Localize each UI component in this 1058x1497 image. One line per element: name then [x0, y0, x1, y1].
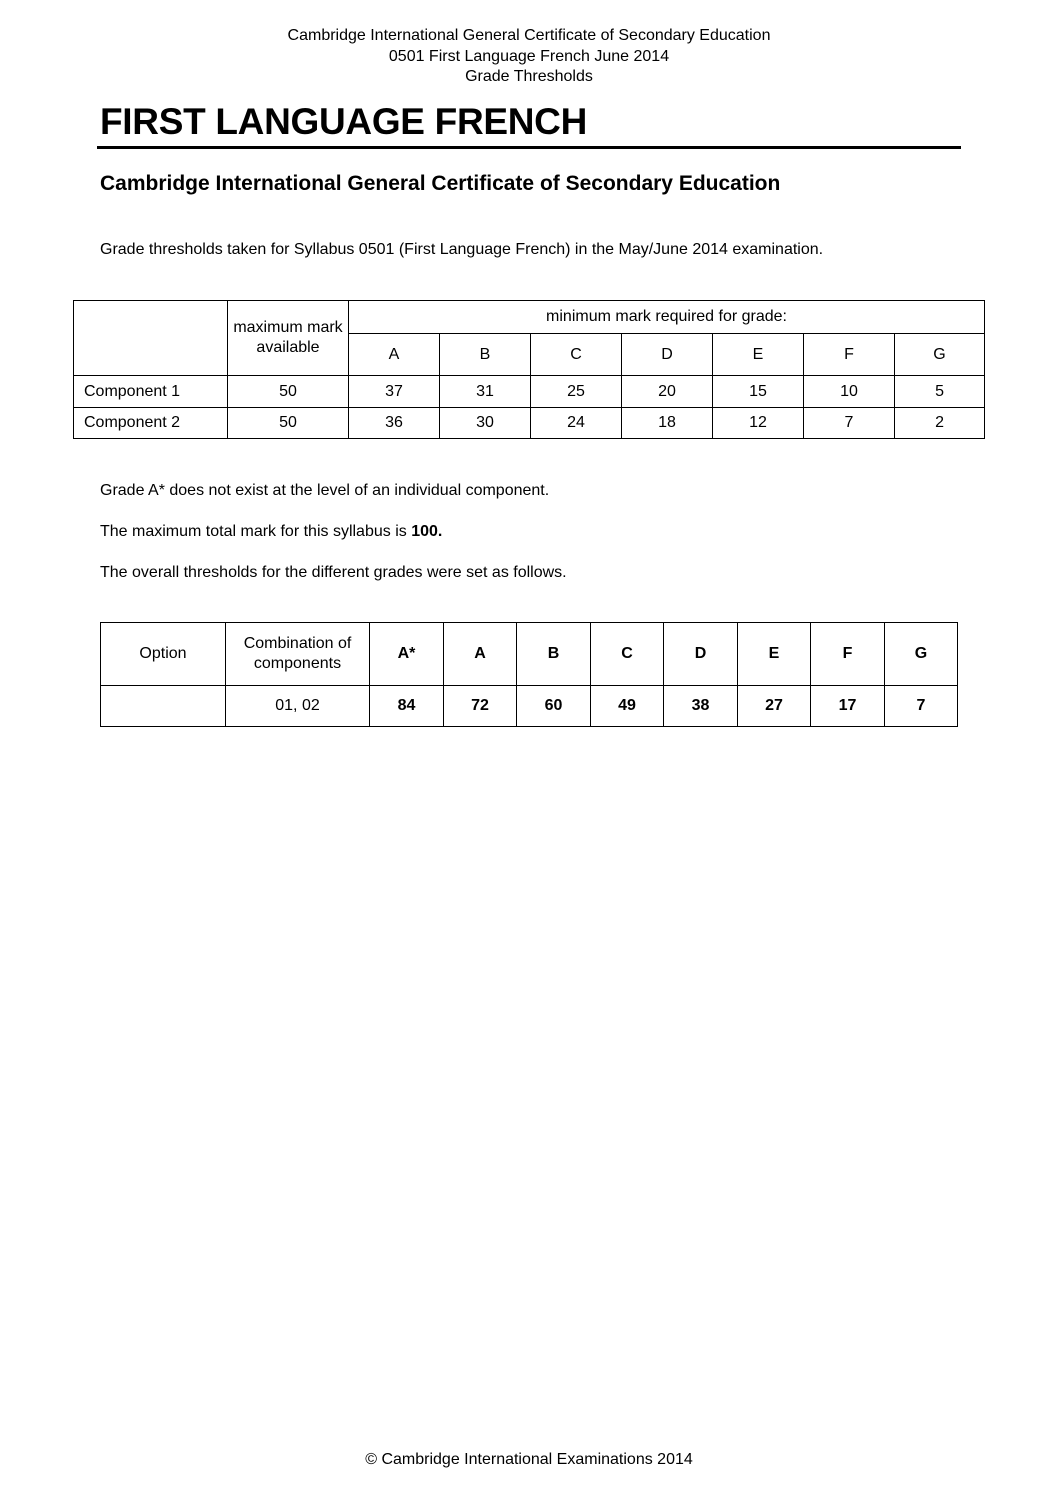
overall-table-header-row: [101, 623, 958, 686]
title-rule: [97, 146, 961, 149]
mark-cell: 20: [622, 376, 713, 408]
grade-header: A*: [370, 623, 444, 686]
empty-corner-cell: [74, 301, 228, 376]
mark-cell: 36: [349, 408, 440, 439]
grade-header: A: [444, 623, 517, 686]
max-total-note: [100, 523, 442, 541]
component-label: Component 1: [74, 376, 228, 408]
table-row: [101, 686, 958, 727]
running-header: [0, 26, 1058, 88]
mark-cell: 12: [713, 408, 804, 439]
header-line-1: Cambridge International General Certificate of Secondary Education: [287, 27, 771, 44]
mark-cell: 31: [440, 376, 531, 408]
grade-header: G: [885, 623, 958, 686]
mark-cell: 25: [531, 376, 622, 408]
grade-header: B: [440, 334, 531, 376]
threshold-cell: 84: [370, 686, 444, 727]
grade-header: B: [517, 623, 591, 686]
grade-header: C: [591, 623, 664, 686]
max-mark-cell: 50: [228, 376, 349, 408]
header-line-3: Grade Thresholds: [465, 68, 593, 85]
intro-text: Grade thresholds taken for Syllabus 0501 (First Language French) in the May/June 2014 examination.: [100, 241, 824, 258]
page-subtitle: Cambridge International General Certificate of Secondary Education: [100, 172, 781, 195]
component-thresholds-table: [73, 300, 985, 439]
grade-header: D: [664, 623, 738, 686]
threshold-cell: 38: [664, 686, 738, 727]
option-cell: [101, 686, 226, 727]
header-line-2: 0501 First Language French June 2014: [388, 47, 670, 65]
threshold-cell: 7: [885, 686, 958, 727]
mark-cell: 30: [440, 408, 531, 439]
combination-header: Combination of components: [226, 623, 370, 686]
max-mark-cell: 50: [228, 408, 349, 439]
option-header: Option: [101, 623, 226, 686]
mark-cell: 37: [349, 376, 440, 408]
threshold-cell: 60: [517, 686, 591, 727]
grade-header: F: [804, 334, 895, 376]
threshold-cell: 49: [591, 686, 664, 727]
mark-cell: 10: [804, 376, 895, 408]
threshold-cell: 72: [444, 686, 517, 727]
copyright-footer: © Cambridge International Examinations 2014: [365, 1451, 693, 1468]
grade-header: E: [738, 623, 811, 686]
mark-cell: 5: [895, 376, 985, 408]
max-mark-header: maximum mark available: [228, 301, 349, 376]
threshold-cell: 17: [811, 686, 885, 727]
table-row: [74, 376, 985, 408]
mark-cell: 2: [895, 408, 985, 439]
component-table-header-row: [74, 301, 985, 334]
overall-thresholds-table: [100, 622, 958, 727]
threshold-cell: 27: [738, 686, 811, 727]
astar-note: Grade A* does not exist at the level of an individual component.: [100, 482, 550, 499]
component-label: Component 2: [74, 408, 228, 439]
table-row: [74, 408, 985, 439]
mark-cell: 18: [622, 408, 713, 439]
overall-intro: The overall thresholds for the different grades were set as follows.: [100, 564, 567, 581]
grade-header: E: [713, 334, 804, 376]
grade-header: F: [811, 623, 885, 686]
page-title: FIRST LANGUAGE FRENCH: [100, 101, 588, 142]
mark-cell: 7: [804, 408, 895, 439]
grade-header: A: [349, 334, 440, 376]
grade-header: C: [531, 334, 622, 376]
grade-header: D: [622, 334, 713, 376]
grade-header: G: [895, 334, 985, 376]
max-total-value: 100.: [411, 523, 443, 540]
combination-cell: 01, 02: [226, 686, 370, 727]
min-mark-header: minimum mark required for grade:: [349, 301, 985, 334]
mark-cell: 15: [713, 376, 804, 408]
mark-cell: 24: [531, 408, 622, 439]
max-total-text: The maximum total mark for this syllabus is: [100, 523, 412, 540]
